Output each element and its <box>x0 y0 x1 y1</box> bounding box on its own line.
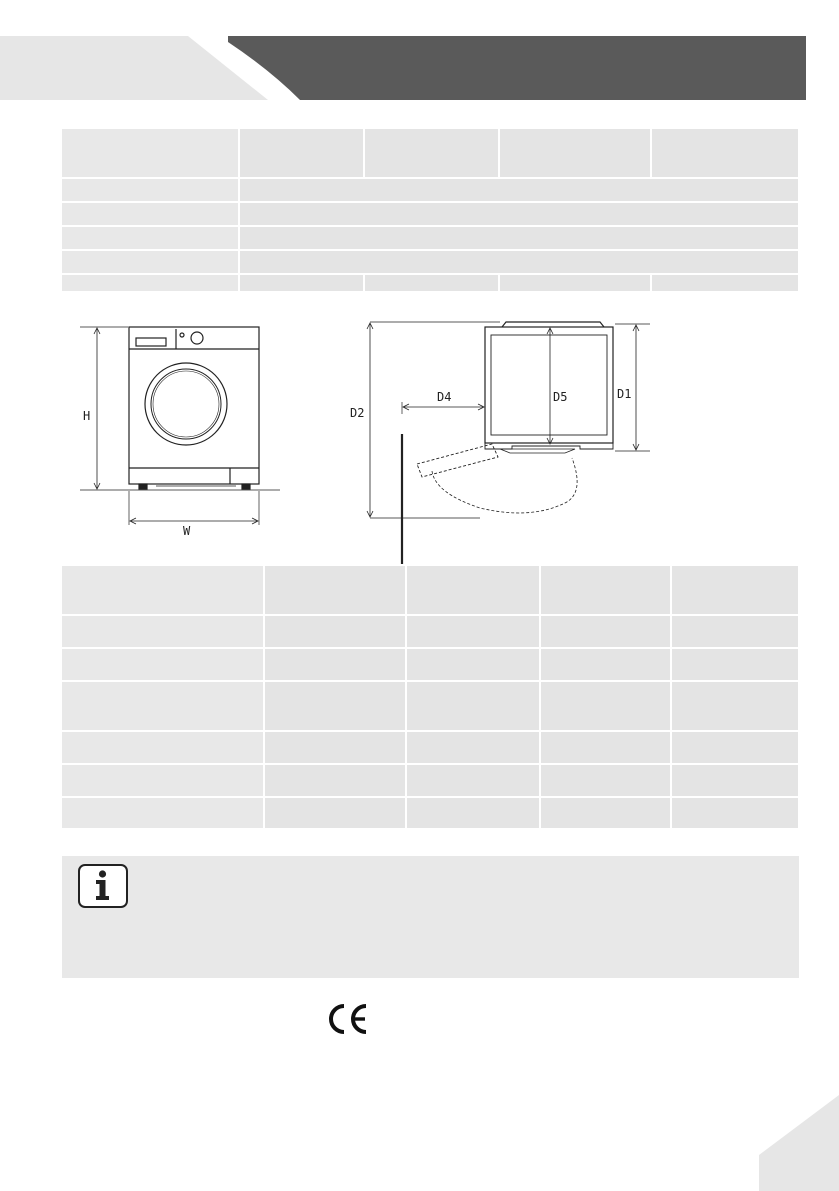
page-corner-tab <box>759 1091 839 1191</box>
spec-table-cell <box>240 275 363 291</box>
dimension-table-header-cell <box>265 566 405 614</box>
dimension-table-cell <box>407 732 539 763</box>
dimension-table-cell <box>407 765 539 796</box>
spec-table-header-cell <box>240 129 363 177</box>
foot-left <box>139 484 147 489</box>
dimension-table-row-label <box>62 732 263 763</box>
dimension-table-cell <box>672 765 798 796</box>
dimension-table <box>62 566 798 834</box>
dimension-table-row-label <box>62 649 263 680</box>
front-view-drawing <box>80 327 280 525</box>
dimension-table-cell <box>407 649 539 680</box>
d2-label: D2 <box>350 406 365 420</box>
d1-label: D1 <box>617 387 632 401</box>
spec-table-row-label <box>62 227 238 249</box>
spec-table-merged-value <box>240 251 798 273</box>
dimension-table-row-label <box>62 682 263 730</box>
dimension-table-cell <box>541 765 670 796</box>
dimension-table-cell <box>407 616 539 647</box>
dimension-table-cell <box>541 798 670 828</box>
dimension-table-row-label <box>62 798 263 828</box>
foot-right <box>242 484 250 489</box>
dimension-table-cell <box>265 765 405 796</box>
header-tab <box>0 36 268 100</box>
spec-table-row-label <box>62 203 238 225</box>
dimension-table-cell <box>265 649 405 680</box>
spec-table <box>62 129 798 293</box>
dimension-table-row-label <box>62 765 263 796</box>
spec-table-header-cell <box>500 129 650 177</box>
spec-table-header-cell <box>365 129 498 177</box>
spec-table-row-label <box>62 251 238 273</box>
spec-table-cell <box>500 275 650 291</box>
dimension-drawings <box>60 318 700 568</box>
dimension-table-row-label <box>62 616 263 647</box>
dimension-table-header-cell <box>62 566 263 614</box>
dimension-table-cell <box>265 798 405 828</box>
dimension-table-cell <box>265 732 405 763</box>
spec-table-cell <box>365 275 498 291</box>
ce-mark-icon <box>326 1004 370 1034</box>
dimension-table-cell <box>265 682 405 730</box>
spec-table-row-label <box>62 275 238 291</box>
spec-table-row-label <box>62 179 238 201</box>
dimension-table-header-cell <box>672 566 798 614</box>
top-view-drawing <box>367 322 650 564</box>
dimension-table-header-cell <box>407 566 539 614</box>
width-label: W <box>183 524 191 538</box>
dimension-table-cell <box>265 616 405 647</box>
spec-table-header-cell <box>62 129 238 177</box>
dimension-table-cell <box>672 649 798 680</box>
dimension-table-cell <box>672 682 798 730</box>
spec-table-merged-value <box>240 203 798 225</box>
d4-label: D4 <box>437 390 452 404</box>
spec-table-merged-value <box>240 179 798 201</box>
spec-table-header-cell <box>652 129 798 177</box>
dimension-table-cell <box>672 798 798 828</box>
dimension-table-cell <box>407 682 539 730</box>
height-label: H <box>83 409 91 423</box>
dimension-table-cell <box>407 798 539 828</box>
door-hinge <box>485 443 613 449</box>
machine-body <box>129 327 259 484</box>
info-icon <box>78 864 128 908</box>
spec-table-cell <box>652 275 798 291</box>
dimension-table-cell <box>541 732 670 763</box>
info-note <box>62 856 799 978</box>
dimension-table-header-cell <box>541 566 670 614</box>
dimension-table-cell <box>541 616 670 647</box>
dimension-table-cell <box>672 732 798 763</box>
header-banner <box>228 36 806 100</box>
machine-top <box>485 327 613 443</box>
page-header <box>0 0 839 110</box>
dimension-table-cell <box>672 616 798 647</box>
dimension-table-cell <box>541 682 670 730</box>
d5-label: D5 <box>553 390 568 404</box>
spec-table-merged-value <box>240 227 798 249</box>
dimension-table-cell <box>541 649 670 680</box>
